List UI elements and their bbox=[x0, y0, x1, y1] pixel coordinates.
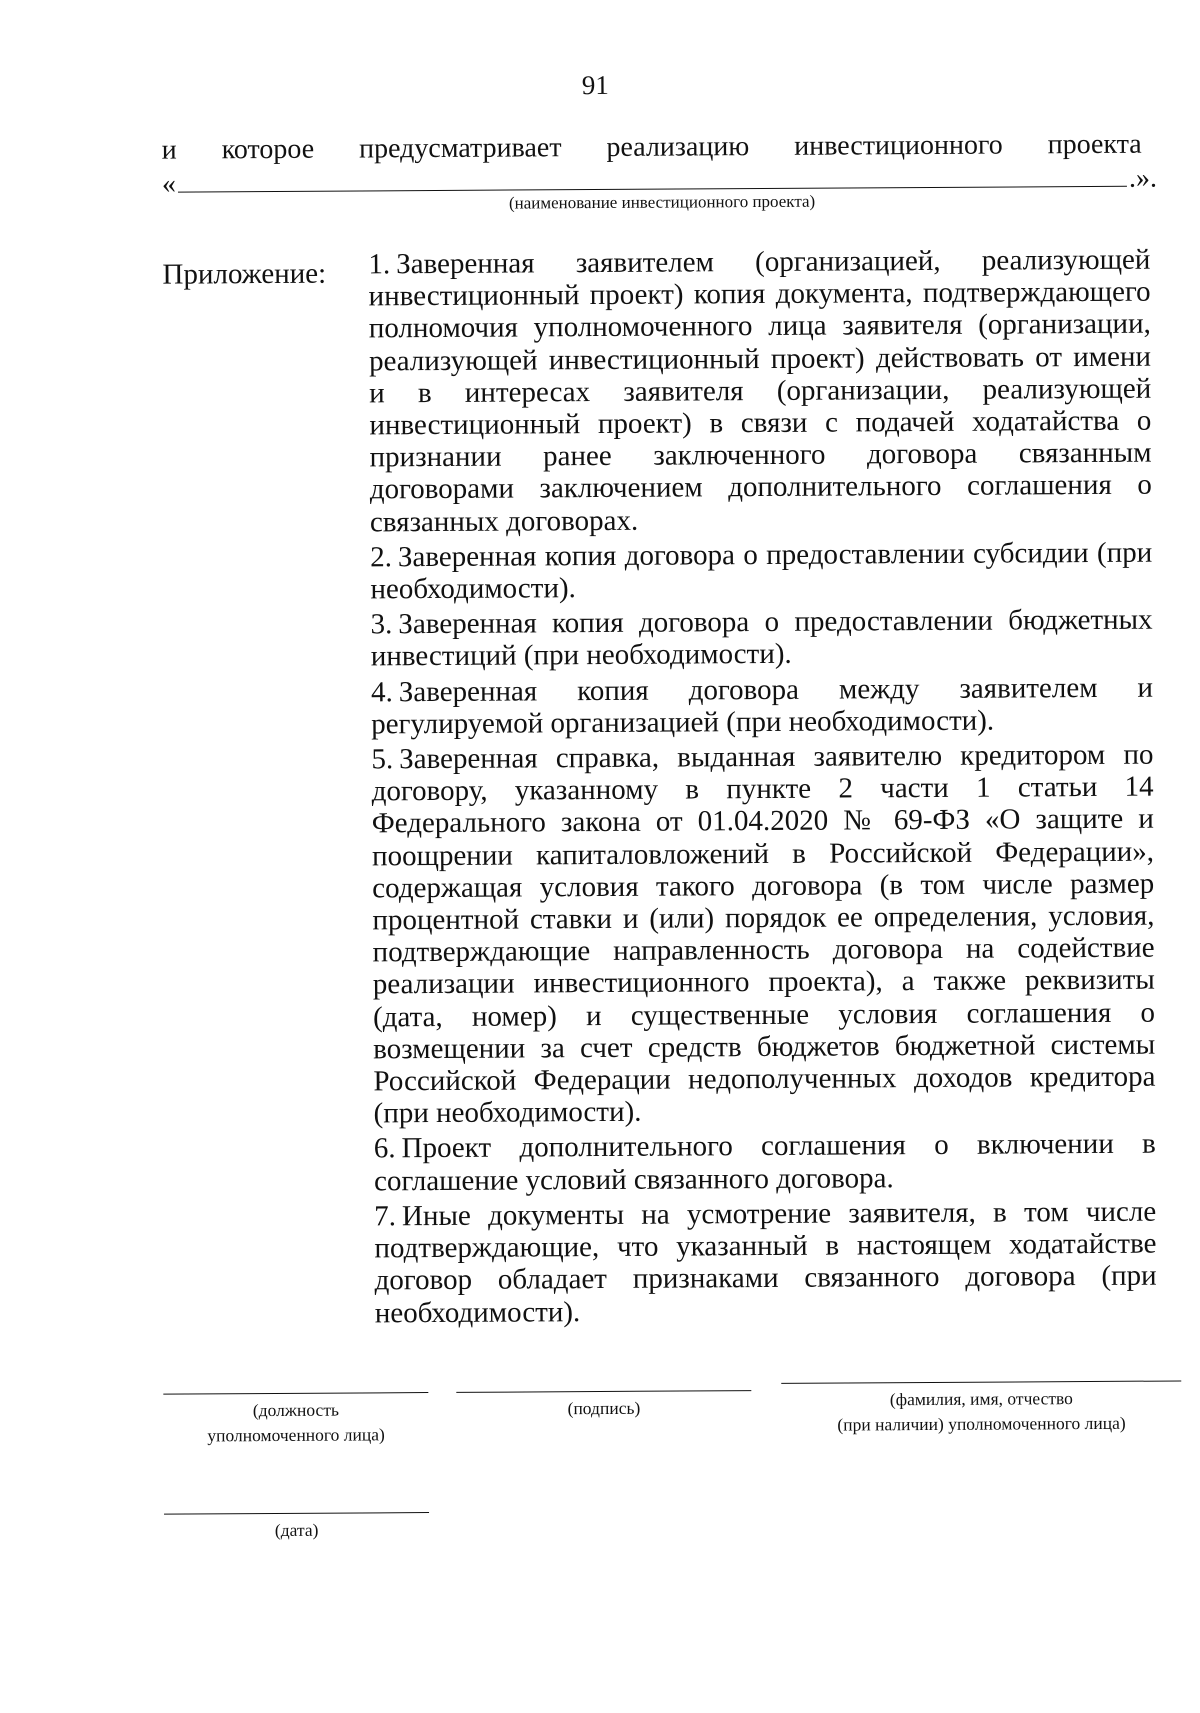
attachment-number: 1. bbox=[368, 248, 391, 281]
attachment-item bbox=[368, 244, 1152, 539]
intro-word: проекта bbox=[1047, 128, 1142, 161]
attachment-text: Заверенная копия договора о предоставлении субсидии (при необходимости). bbox=[370, 536, 1153, 606]
full-name-blank-line bbox=[781, 1380, 1181, 1383]
intro-word: инвестиционного bbox=[794, 129, 1003, 162]
full-name-caption: (фамилия, имя, отчество bbox=[889, 1388, 1073, 1410]
position-blank-line bbox=[163, 1392, 428, 1395]
quote-open: « bbox=[161, 168, 177, 200]
attachment-text: Заверенная заявителем (организацией, реализующей инвестиционный проект) копия документа, подтверждающего полномочия уполномоченного лица заявителя (организации, реализующей инвестиционный проект) действовать от имени и в интересах заявителя (организации, реализующей инвестиционный проект) в связи с подачей ходатайства о признании ранее заключенного договора связанным договорами заключением дополнительного соглашения о связанных договорах. bbox=[368, 243, 1152, 539]
attachment-item bbox=[371, 604, 1153, 673]
attachment-number: 3. bbox=[370, 608, 393, 641]
intro-word: предусматривает bbox=[358, 132, 562, 165]
position-caption: (должность bbox=[252, 1399, 339, 1421]
attachment-item bbox=[374, 1196, 1157, 1330]
attachments-label: Приложение: bbox=[162, 257, 327, 291]
date-field bbox=[164, 1512, 429, 1542]
date-blank-line bbox=[164, 1512, 429, 1515]
attachment-number: 5. bbox=[371, 743, 394, 776]
attachment-number: 4. bbox=[370, 675, 393, 709]
attachment-text: Проект дополнительного соглашения о включении в соглашение условий связанного договора. bbox=[373, 1128, 1156, 1198]
full-name-caption-continued: (при наличии) уполномоченного лица) bbox=[837, 1412, 1126, 1435]
signature-caption: (подпись) bbox=[567, 1397, 641, 1419]
attachment-number: 6. bbox=[373, 1132, 396, 1165]
project-name-blank-line bbox=[178, 162, 1127, 193]
project-name-caption: (наименование инвестиционного проекта) bbox=[508, 191, 816, 213]
intro-word: которое bbox=[221, 133, 315, 166]
signature-blank-line bbox=[456, 1390, 751, 1393]
attachment-number: 2. bbox=[370, 541, 393, 574]
attachments-list bbox=[368, 244, 1157, 1332]
position-signature-field bbox=[163, 1392, 428, 1449]
attachment-item bbox=[371, 739, 1155, 1130]
attachment-text: Заверенная справка, выданная заявителю кредитором по договору, указанному в пункте 2 части 1 статьи 14 Федерального закона от 01.04.2020 № 69-ФЗ «О защите и поощрении капиталовложений в Российской Федерации», содержащая условия такого договора (в том числе размер процентной ставки и (или) порядок ее определения, условия, подтверждающие направленность договора на содействие реализации инвестиционного проекта), а также реквизиты (дата, номер) и существенные условия соглашения о возмещении за счет средств бюджетов бюджетной системы Российской Федерации недополученных доходов кредитора (при необходимости). bbox=[371, 738, 1156, 1130]
attachment-item bbox=[371, 671, 1153, 740]
attachment-text: Заверенная копия договора между заявителем и регулируемой организацией (при необходимости). bbox=[371, 671, 1154, 741]
quote-close: .». bbox=[1128, 162, 1158, 194]
date-caption: (дата) bbox=[274, 1519, 319, 1540]
full-name-field bbox=[781, 1380, 1181, 1437]
attachment-item bbox=[370, 536, 1152, 605]
signature-field bbox=[456, 1390, 751, 1422]
attachment-text: Иные документы на усмотрение заявителя, в том числе подтверждающие, что указанный в настоящем ходатайстве договор обладает признаками связанного договора (при необходимости). bbox=[374, 1195, 1157, 1329]
intro-word: реализацию bbox=[606, 131, 750, 163]
position-caption-continued: уполномоченного лица) bbox=[207, 1424, 385, 1446]
intro-word: и bbox=[161, 134, 177, 166]
intro-line bbox=[162, 129, 1142, 167]
attachment-item bbox=[374, 1128, 1156, 1197]
attachment-number: 7. bbox=[374, 1200, 397, 1233]
page-number: 91 bbox=[581, 69, 609, 101]
attachment-text: Заверенная копия договора о предоставлении бюджетных инвестиций (при необходимости). bbox=[370, 603, 1153, 673]
